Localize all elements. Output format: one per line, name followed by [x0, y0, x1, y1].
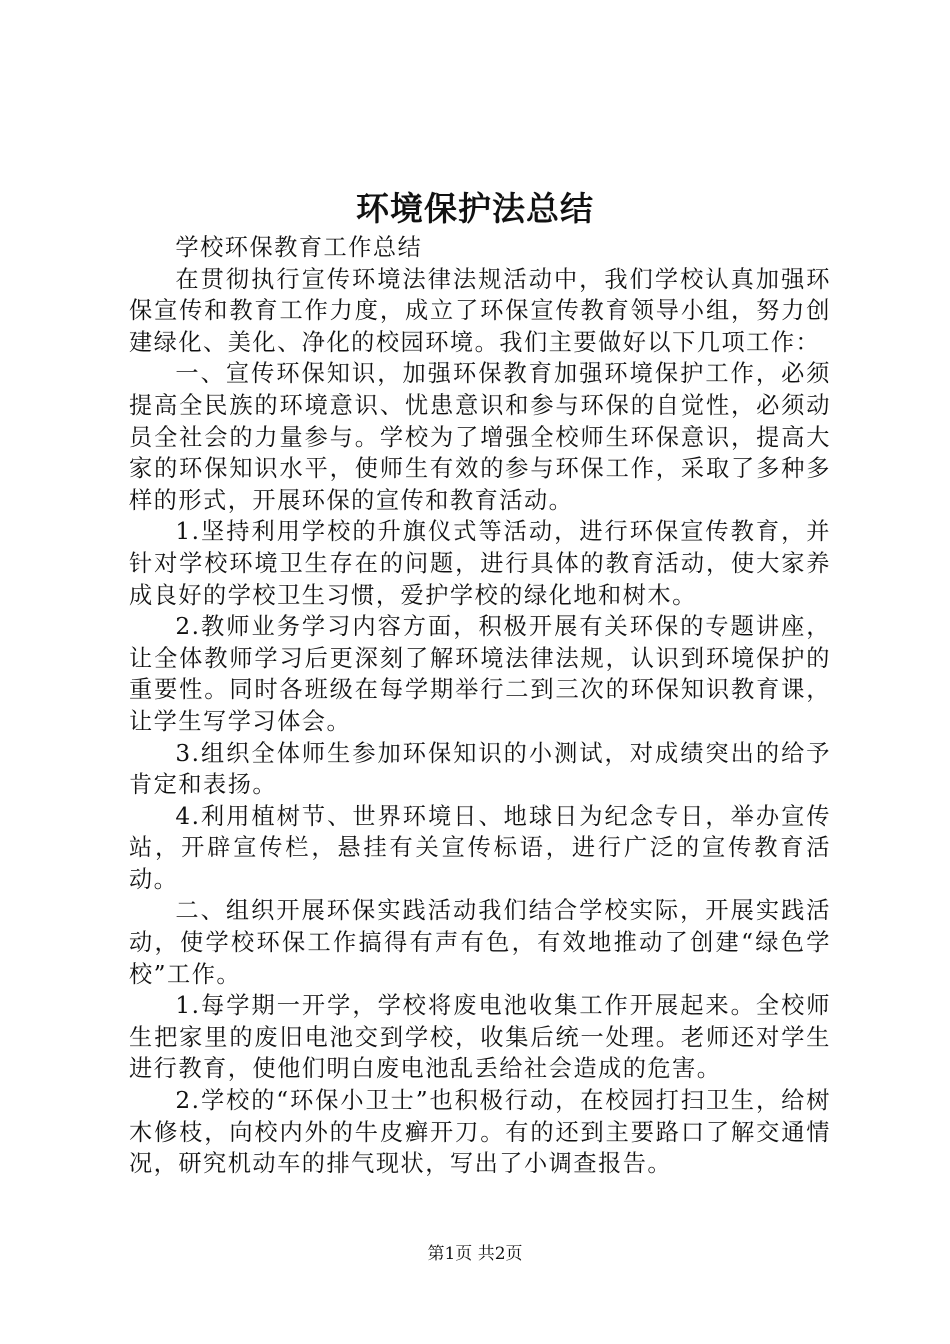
paragraph-subtitle: 学校环保教育工作总结 — [175, 234, 423, 261]
paragraph-item: 1.坚持利用学校的升旗仪式等活动，进行环保宣传教育，并针对学校环境卫生存在的问题，进行具体的教育活动，使大家养成良好的学校卫生习惯，爱护学校的绿化地和树木。 — [129, 518, 831, 609]
paragraph-item: 4.利用植树节、世界环境日、地球日为纪念专日，举办宣传站，开辟宣传栏，悬挂有关宣传标语，进行广泛的宣传教育活动。 — [129, 802, 831, 893]
paragraph-item: 1.每学期一开学，学校将废电池收集工作开展起来。全校师生把家里的废旧电池交到学校，收集后统一处理。老师还对学生进行教育，使他们明白废电池乱丢给社会造成的危害。 — [129, 992, 831, 1083]
page-number-footer: 第1页 共2页 — [427, 1244, 523, 1264]
paragraph-intro: 在贯彻执行宣传环境法律法规活动中，我们学校认真加强环保宣传和教育工作力度，成立了环保宣传教育领导小组，努力创建绿化、美化、净化的校园环境。我们主要做好以下几项工作： — [129, 265, 831, 356]
paragraph-item: 3.组织全体师生参加环保知识的小测试，对成绩突出的给予肯定和表扬。 — [129, 739, 831, 799]
paragraph-item: 2.学校的“环保小卫士”也积极行动，在校园打扫卫生，给树木修枝，向校内外的牛皮癣开刀。有的还到主要路口了解交通情况，研究机动车的排气现状，写出了小调查报告。 — [129, 1087, 831, 1178]
paragraph-item: 2.教师业务学习内容方面，积极开展有关环保的专题讲座，让全体教师学习后更深刻了解环境法律法规，认识到环境保护的重要性。同时各班级在每学期举行二到三次的环保知识教育课，让学生写学习体会。 — [129, 613, 831, 735]
document-title: 环境保护法总结 — [356, 189, 594, 228]
document-body — [129, 232, 831, 1180]
paragraph-section-2: 二、组织开展环保实践活动我们结合学校实际，开展实践活动，使学校环保工作搞得有声有色，有效地推动了创建“绿色学校”工作。 — [129, 897, 831, 988]
paragraph-section-1: 一、宣传环保知识，加强环保教育加强环境保护工作，必须提高全民族的环境意识、忧患意识和参与环保的自觉性，必须动员全社会的力量参与。学校为了增强全校师生环保意识，提高大家的环保知识水平，使师生有效的参与环保工作，采取了多种多样的形式，开展环保的宣传和教育活动。 — [129, 360, 831, 514]
